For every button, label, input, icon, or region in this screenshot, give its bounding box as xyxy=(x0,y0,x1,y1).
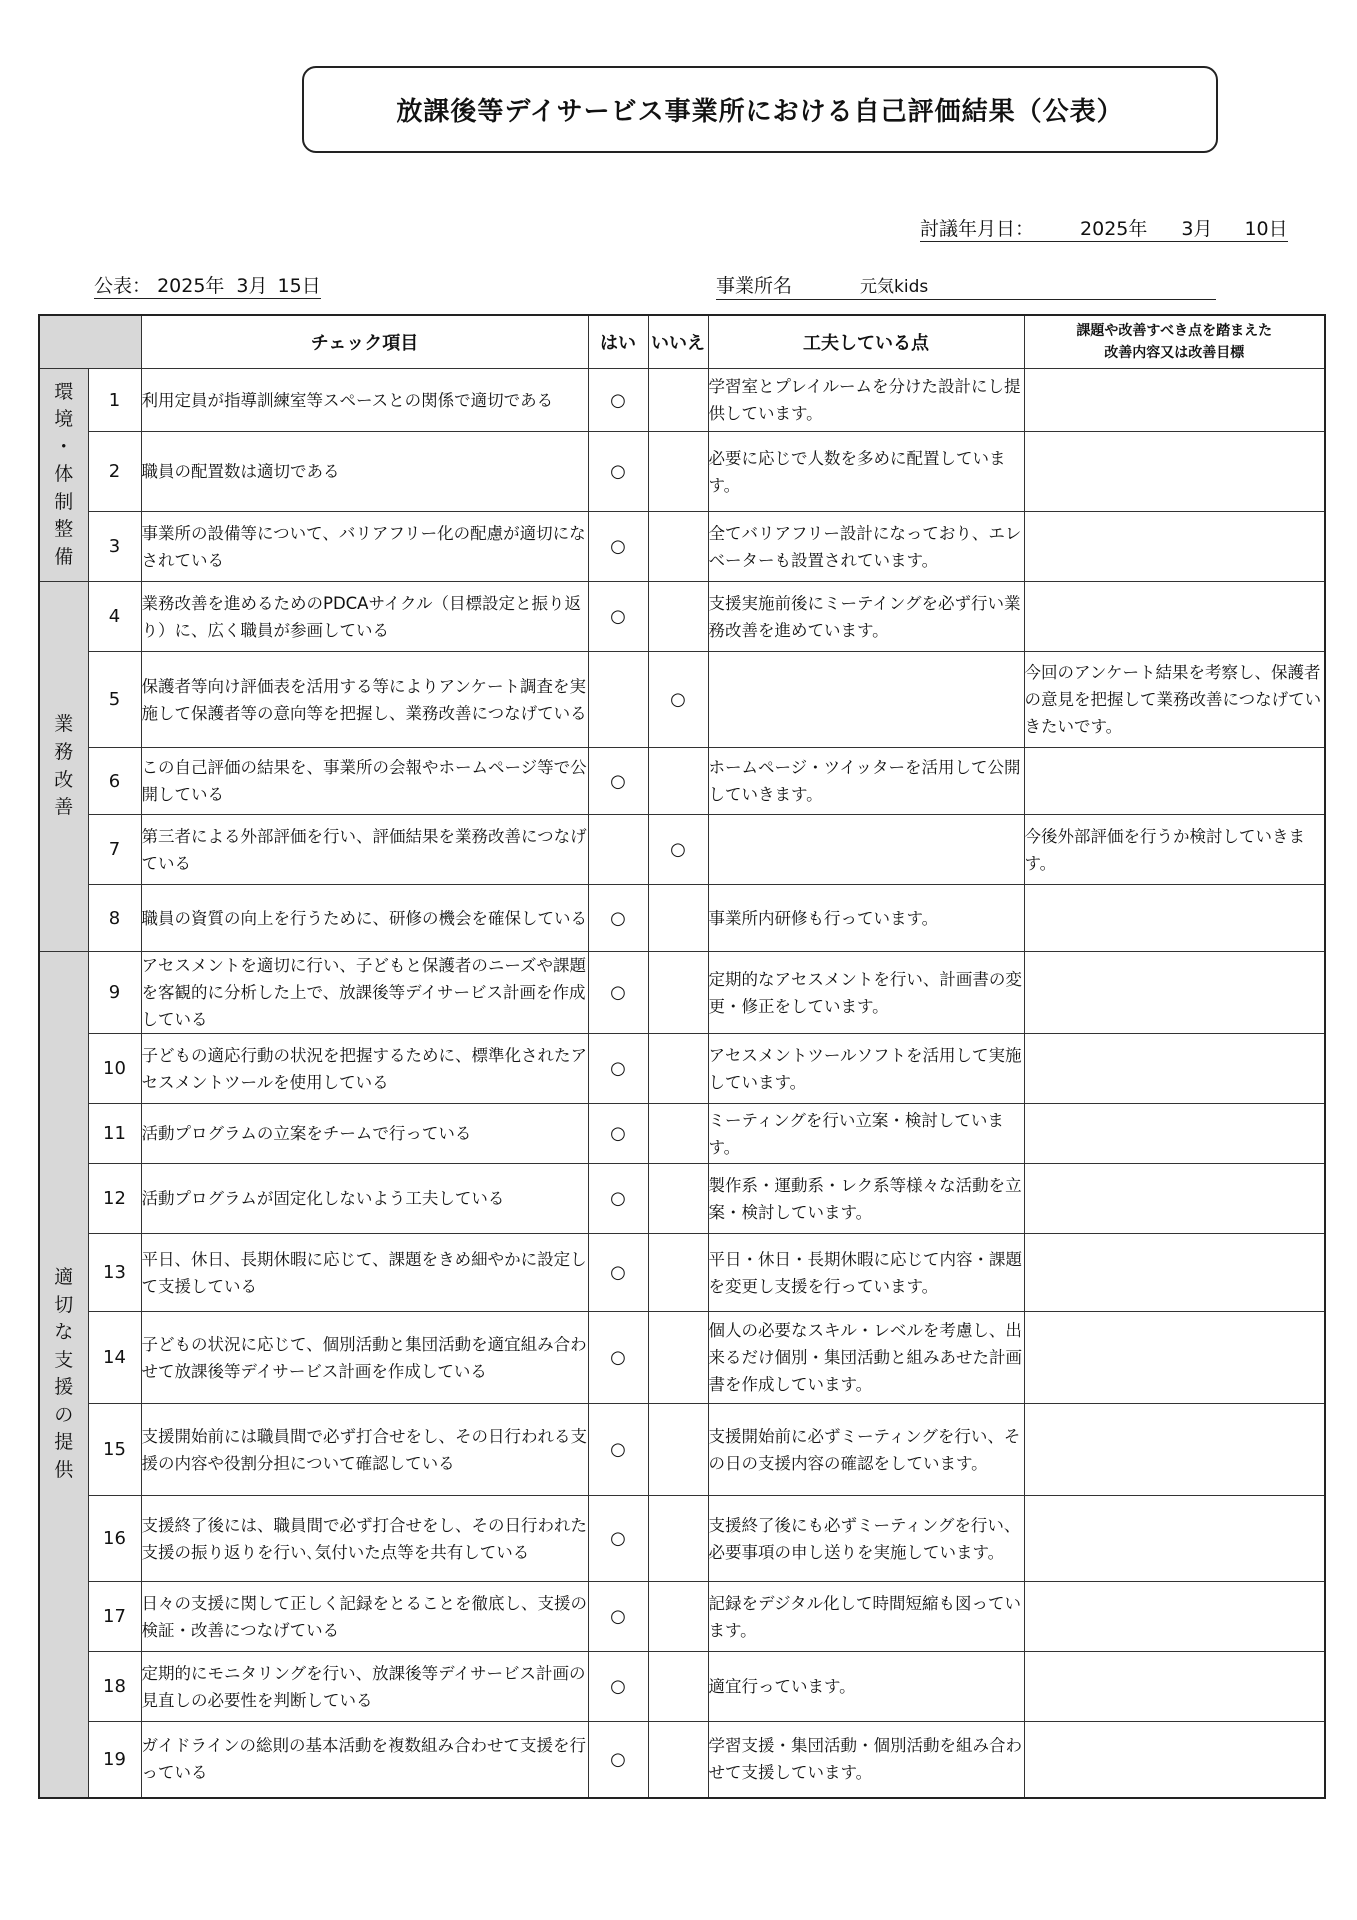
header-no: いいえ xyxy=(648,315,708,369)
yes-mark: ○ xyxy=(588,1104,648,1164)
row-number: 6 xyxy=(88,748,141,815)
kufu-text: 支援終了後にも必ずミーティングを行い、必要事項の申し送りを実施しています。 xyxy=(708,1496,1024,1582)
table-row xyxy=(39,1722,1325,1798)
yes-mark: ○ xyxy=(588,1312,648,1404)
row-number: 10 xyxy=(88,1034,141,1104)
yes-mark: ○ xyxy=(588,1496,648,1582)
category-char: な xyxy=(54,1321,74,1344)
category-char: 善 xyxy=(54,796,74,819)
no-mark xyxy=(648,1496,708,1582)
table-row xyxy=(39,1404,1325,1496)
row-number: 14 xyxy=(88,1312,141,1404)
kufu-text: 定期的なアセスメントを行い、計画書の変更・修正をしています。 xyxy=(708,952,1024,1034)
page-title: 放課後等デイサービス事業所における自己評価結果（公表） xyxy=(302,66,1218,153)
table-row xyxy=(39,369,1325,432)
no-mark: ○ xyxy=(648,815,708,885)
no-mark xyxy=(648,748,708,815)
kufu-text: 学習支援・集団活動・個別活動を組み合わせて支援しています。 xyxy=(708,1722,1024,1798)
check-item: 支援終了後には、職員間で必ず打合せをし、その日行われた支援の振り返りを行い､気付いた点等を共有している xyxy=(141,1496,588,1582)
kadai-text xyxy=(1024,432,1325,512)
check-item: 保護者等向け評価表を活用する等によりアンケート調査を実施して保護者等の意向等を把握し、業務改善につなげている xyxy=(141,652,588,748)
row-number: 18 xyxy=(88,1652,141,1722)
table-row xyxy=(39,748,1325,815)
check-item: アセスメントを適切に行い、子どもと保護者のニーズや課題を客観的に分析した上で、放課後等デイサービス計画を作成している xyxy=(141,952,588,1034)
header-row xyxy=(39,315,1325,369)
yes-mark: ○ xyxy=(588,1234,648,1312)
check-item: 職員の資質の向上を行うために、研修の機会を確保している xyxy=(141,885,588,952)
yes-mark: ○ xyxy=(588,582,648,652)
publish-date xyxy=(94,271,321,298)
no-mark xyxy=(648,1034,708,1104)
row-number: 2 xyxy=(88,432,141,512)
table-row xyxy=(39,1104,1325,1164)
category-char: 整 xyxy=(54,518,74,541)
no-mark xyxy=(648,1722,708,1798)
row-number: 17 xyxy=(88,1582,141,1652)
kadai-text: 今後外部評価を行うか検討していきます。 xyxy=(1024,815,1325,885)
kufu-text: ホームページ・ツイッターを活用して公開していきます。 xyxy=(708,748,1024,815)
check-item: 定期的にモニタリングを行い、放課後等デイサービス計画の見直しの必要性を判断している xyxy=(141,1652,588,1722)
yes-mark: ○ xyxy=(588,512,648,582)
office-name-line xyxy=(716,271,1216,300)
row-number: 1 xyxy=(88,369,141,432)
category-char: 環 xyxy=(54,380,74,403)
publish-month: 3月 xyxy=(236,275,268,297)
yes-mark: ○ xyxy=(588,1164,648,1234)
meeting-day: 10日 xyxy=(1244,218,1288,240)
meeting-month: 3月 xyxy=(1181,218,1213,240)
kadai-text xyxy=(1024,1034,1325,1104)
table-row xyxy=(39,1582,1325,1652)
kadai-text xyxy=(1024,952,1325,1034)
kufu-text: 必要に応じで人数を多めに配置しています。 xyxy=(708,432,1024,512)
no-mark xyxy=(648,582,708,652)
kufu-text: ミーティングを行い立案・検討しています。 xyxy=(708,1104,1024,1164)
category-char: 制 xyxy=(54,490,74,513)
table-row xyxy=(39,1164,1325,1234)
header-kadai xyxy=(1024,315,1325,369)
no-mark xyxy=(648,1234,708,1312)
category-char: 適 xyxy=(54,1266,74,1289)
publish-day: 15日 xyxy=(277,275,321,297)
category-char: 業 xyxy=(54,713,74,736)
yes-mark: ○ xyxy=(588,952,648,1034)
row-number: 9 xyxy=(88,952,141,1034)
yes-mark: ○ xyxy=(588,369,648,432)
kadai-text xyxy=(1024,1312,1325,1404)
kufu-text: 事業所内研修も行っています。 xyxy=(708,885,1024,952)
table-row xyxy=(39,1034,1325,1104)
yes-mark xyxy=(588,815,648,885)
row-number: 8 xyxy=(88,885,141,952)
check-item: この自己評価の結果を、事業所の会報やホームページ等で公開している xyxy=(141,748,588,815)
table-row xyxy=(39,1496,1325,1582)
kufu-text: 支援実施前後にミーテイングを必ず行い業務改善を進めています。 xyxy=(708,582,1024,652)
kadai-text xyxy=(1024,1164,1325,1234)
kufu-text: 記録をデジタル化して時間短縮も図っています。 xyxy=(708,1582,1024,1652)
category-c1 xyxy=(39,369,88,582)
table-row xyxy=(39,1652,1325,1722)
no-mark xyxy=(648,1312,708,1404)
row-number: 7 xyxy=(88,815,141,885)
category-char: ・ xyxy=(54,435,74,458)
no-mark xyxy=(648,1164,708,1234)
category-c2 xyxy=(39,582,88,952)
kufu-text: 製作系・運動系・レク系等様々な活動を立案・検討しています。 xyxy=(708,1164,1024,1234)
category-char: 供 xyxy=(54,1458,74,1481)
no-mark: ○ xyxy=(648,652,708,748)
header-blank xyxy=(39,315,141,369)
category-char: 体 xyxy=(54,463,74,486)
table-row xyxy=(39,1312,1325,1404)
row-number: 15 xyxy=(88,1404,141,1496)
kadai-text xyxy=(1024,1496,1325,1582)
kufu-text: 適宜行っています。 xyxy=(708,1652,1024,1722)
table-row xyxy=(39,952,1325,1034)
kadai-text xyxy=(1024,885,1325,952)
check-item: ガイドラインの総則の基本活動を複数組み合わせて支援を行っている xyxy=(141,1722,588,1798)
category-char: 境 xyxy=(54,408,74,431)
kufu-text: アセスメントツールソフトを活用して実施しています。 xyxy=(708,1034,1024,1104)
check-item: 業務改善を進めるためのPDCAサイクル（目標設定と振り返り）に、広く職員が参画している xyxy=(141,582,588,652)
meeting-year: 2025年 xyxy=(1080,218,1148,240)
evaluation-table xyxy=(38,314,1326,1799)
category-c3 xyxy=(39,952,88,1798)
no-mark xyxy=(648,1582,708,1652)
yes-mark: ○ xyxy=(588,748,648,815)
check-item: 活動プログラムの立案をチームで行っている xyxy=(141,1104,588,1164)
meeting-date-label: 討議年月日： xyxy=(920,218,1035,240)
kadai-text xyxy=(1024,1104,1325,1164)
yes-mark: ○ xyxy=(588,1652,648,1722)
yes-mark: ○ xyxy=(588,1582,648,1652)
kadai-text xyxy=(1024,1404,1325,1496)
row-number: 19 xyxy=(88,1722,141,1798)
row-number: 5 xyxy=(88,652,141,748)
header-kadai-line1: 課題や改善すべき点を踏まえた xyxy=(1076,323,1273,339)
row-number: 4 xyxy=(88,582,141,652)
kadai-text: 今回のアンケート結果を考察し、保護者の意見を把握して業務改善につなげていきたいです。 xyxy=(1024,652,1325,748)
kadai-text xyxy=(1024,1582,1325,1652)
kadai-text xyxy=(1024,748,1325,815)
no-mark xyxy=(648,512,708,582)
kadai-text xyxy=(1024,1652,1325,1722)
meeting-date xyxy=(920,214,1288,241)
yes-mark: ○ xyxy=(588,432,648,512)
no-mark xyxy=(648,369,708,432)
office-name: 元気kids xyxy=(860,277,929,297)
check-item: 第三者による外部評価を行い、評価結果を業務改善につなげている xyxy=(141,815,588,885)
office-label: 事業所名 xyxy=(716,275,793,297)
yes-mark: ○ xyxy=(588,1404,648,1496)
no-mark xyxy=(648,432,708,512)
kufu-text: 個人の必要なスキル・レベルを考慮し、出来るだけ個別・集団活動と組みあせた計画書を作成しています。 xyxy=(708,1312,1024,1404)
publish-year: 2025年 xyxy=(157,275,225,297)
header-kufu: 工夫している点 xyxy=(708,315,1024,369)
no-mark xyxy=(648,885,708,952)
publish-date-label: 公表： xyxy=(94,275,152,297)
table-row xyxy=(39,885,1325,952)
table-row xyxy=(39,815,1325,885)
yes-mark: ○ xyxy=(588,885,648,952)
no-mark xyxy=(648,1652,708,1722)
table-row xyxy=(39,1234,1325,1312)
category-char: 援 xyxy=(54,1376,74,1399)
check-item: 事業所の設備等について、バリアフリー化の配慮が適切になされている xyxy=(141,512,588,582)
kufu-text xyxy=(708,815,1024,885)
yes-mark: ○ xyxy=(588,1034,648,1104)
header-yes: はい xyxy=(588,315,648,369)
kufu-text: 全てバリアフリー設計になっており、エレベーターも設置されています。 xyxy=(708,512,1024,582)
header-kadai-line2: 改善内容又は改善目標 xyxy=(1104,345,1245,361)
category-char: 務 xyxy=(54,740,74,763)
no-mark xyxy=(648,952,708,1034)
table-row xyxy=(39,512,1325,582)
kufu-text: 支援開始前に必ずミーティングを行い、その日の支援内容の確認をしています。 xyxy=(708,1404,1024,1496)
category-char: 切 xyxy=(54,1293,74,1316)
kadai-text xyxy=(1024,512,1325,582)
kadai-text xyxy=(1024,582,1325,652)
category-char: 支 xyxy=(54,1348,74,1371)
row-number: 3 xyxy=(88,512,141,582)
header-check-item: チェック項目 xyxy=(141,315,588,369)
kadai-text xyxy=(1024,1234,1325,1312)
check-item: 職員の配置数は適切である xyxy=(141,432,588,512)
check-item: 平日、休日、長期休暇に応じて、課題をきめ細やかに設定して支援している xyxy=(141,1234,588,1312)
kadai-text xyxy=(1024,369,1325,432)
row-number: 13 xyxy=(88,1234,141,1312)
row-number: 12 xyxy=(88,1164,141,1234)
row-number: 11 xyxy=(88,1104,141,1164)
row-number: 16 xyxy=(88,1496,141,1582)
category-char: の xyxy=(54,1403,74,1426)
kufu-text: 平日・休日・長期休暇に応じて内容・課題を変更し支援を行っています。 xyxy=(708,1234,1024,1312)
table-row xyxy=(39,582,1325,652)
check-item: 子どもの適応行動の状況を把握するために、標準化されたアセスメントツールを使用している xyxy=(141,1034,588,1104)
kufu-text: 学習室とプレイルームを分けた設計にし提供しています。 xyxy=(708,369,1024,432)
category-char: 改 xyxy=(54,768,74,791)
table-row xyxy=(39,432,1325,512)
kadai-text xyxy=(1024,1722,1325,1798)
yes-mark xyxy=(588,652,648,748)
category-char: 提 xyxy=(54,1431,74,1454)
check-item: 日々の支援に関して正しく記録をとることを徹底し、支援の検証・改善につなげている xyxy=(141,1582,588,1652)
check-item: 活動プログラムが固定化しないよう工夫している xyxy=(141,1164,588,1234)
category-char: 備 xyxy=(54,545,74,568)
table-row xyxy=(39,652,1325,748)
check-item: 利用定員が指導訓練室等スペースとの関係で適切である xyxy=(141,369,588,432)
check-item: 支援開始前には職員間で必ず打合せをし、その日行われる支援の内容や役割分担について確認している xyxy=(141,1404,588,1496)
no-mark xyxy=(648,1404,708,1496)
yes-mark: ○ xyxy=(588,1722,648,1798)
no-mark xyxy=(648,1104,708,1164)
check-item: 子どもの状況に応じて、個別活動と集団活動を適宜組み合わせて放課後等デイサービス計画を作成している xyxy=(141,1312,588,1404)
kufu-text xyxy=(708,652,1024,748)
